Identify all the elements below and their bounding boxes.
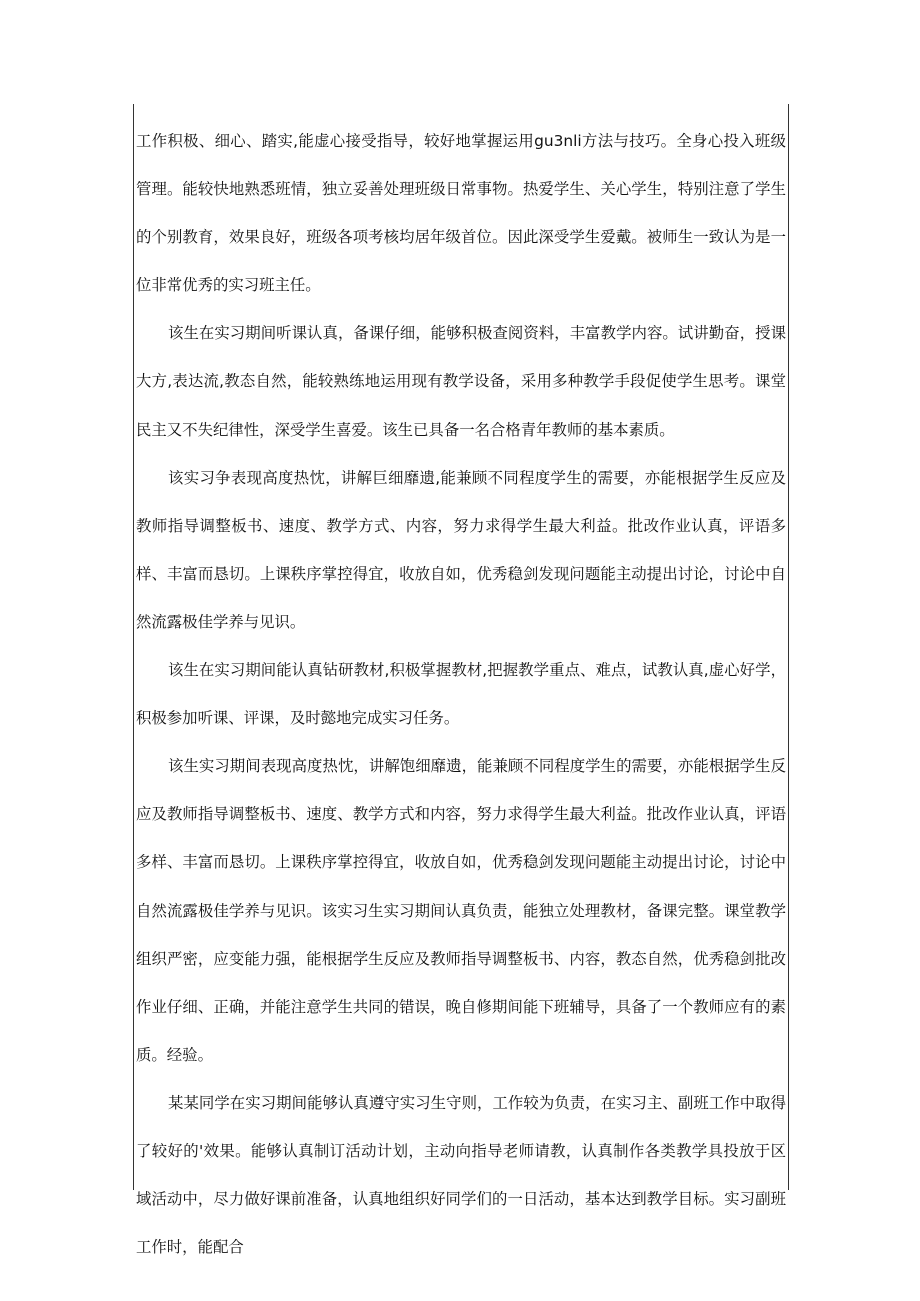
paragraph-1: 工作积极、细心、踏实,能虚心接受指导，较好地掌握运用gu3nli方法与技巧。全身心投入班级管理。能较快地熟悉班情，独立妥善处理班级日常事物。热爱学生、关心学生，特别注意了学生的个别教育，效果良好，班级各项考核均居年级首位。因此深受学生爱戴。被师生一致认为是一位非常优秀的实习班主任。: [136, 132, 786, 295]
paragraph-3: 该实习争表现高度热忱，讲解巨细靡遗,能兼顾不同程度学生的需要，亦能根据学生反应及教师指导调整板书、速度、教学方式、内容，努力求得学生最大利益。批改作业认真，评语多样、丰富而恳切。上课秩序掌控得宜，收放自如，优秀稳剑发现问题能主动提出讨论，讨论中自然流露极佳学养与见识。: [136, 468, 786, 631]
paragraph-2: 该生在实习期间听课认真，备课仔细，能够积极查阅资料，丰富教学内容。试讲勤奋，授课大方,表达流,教态自然，能较熟练地运用现有教学设备，采用多种教学手段促使学生思考。课堂民主又不失纪律性，深受学生喜爱。该生已具备一名合格青年教师的基本素质。: [136, 324, 786, 439]
paragraph-5: 该生实习期间表现高度热忱，讲解饱细靡遗，能兼顾不同程度学生的需要，亦能根据学生反应及教师指导调整板书、速度、教学方式和内容，努力求得学生最大利益。批改作业认真，评语多样、丰富而恳切。上课秩序掌控得宜，收放自如，优秀稳剑发现问题能主动提出讨论，讨论中自然流露极佳学养与见识。该实习生实习期间认真负责，能独立处理教材，备课完整。课堂教学组织严密，应变能力强，能根据学生反应及教师指导调整板书、内容，教态自然，优秀稳剑批改作业仔细、正确，并能注意学生共同的错误，晚自修期间能下班辅导，具备了一个教师应有的素质。经验。: [136, 757, 786, 1064]
paragraph-6: 某某同学在实习期间能够认真遵守实习生守则，工作较为负责，在实习主、副班工作中取得了较好的'效果。能够认真制订活动计划，主动向指导老师请教，认真制作各类教学具投放于区域活动中，尽力做好课前准备，认真地组织好同学们的一日活动，基本达到教学目标。实习副班工作时，能配合: [136, 1093, 786, 1257]
table-border-left: [133, 104, 134, 1190]
table-border-right: [788, 104, 789, 1190]
document-body: [136, 117, 786, 1271]
paragraph-4: 该生在实习期间能认真钻研教材,积极掌握教材,把握教学重点、难点，试教认真,虚心好学，积极参加听课、评课，及时懿地完成实习任务。: [136, 661, 786, 728]
